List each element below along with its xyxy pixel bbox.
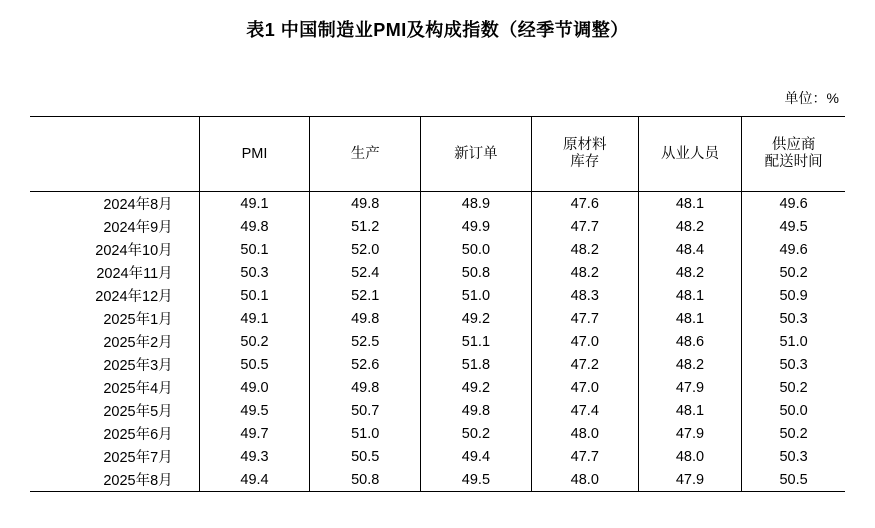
row-label: 2025年8月 [30,468,199,492]
cell-raw-material-inventory: 48.3 [531,284,638,307]
cell-new-orders: 49.8 [421,399,532,422]
table-row [30,261,845,284]
table-row [30,192,845,216]
cell-pmi: 49.1 [199,307,310,330]
cell-employment: 47.9 [638,468,741,492]
cell-new-orders: 51.8 [421,353,532,376]
cell-new-orders: 51.0 [421,284,532,307]
cell-production: 52.4 [310,261,421,284]
table-header-employment [638,117,741,192]
table-row [30,307,845,330]
cell-production: 51.0 [310,422,421,445]
table-header-pmi-line1: PMI [241,145,268,162]
cell-production: 52.0 [310,238,421,261]
cell-raw-material-inventory: 47.7 [531,307,638,330]
cell-employment: 48.0 [638,445,741,468]
cell-production: 51.2 [310,215,421,238]
table-header-new-orders-line1: 新订单 [454,145,498,162]
table-header-corner [30,117,199,192]
table-header-employment-line1: 从业人员 [660,145,719,162]
cell-pmi: 50.3 [199,261,310,284]
table-header-supplier-line1: 供应商 [771,137,816,154]
cell-employment: 48.2 [638,215,741,238]
pmi-table [30,116,845,492]
row-label: 2025年3月 [103,358,173,374]
table-header-row [30,117,845,192]
table-header [30,117,845,192]
cell-new-orders: 49.5 [421,468,532,492]
table-row [30,215,845,238]
cell-raw-material-inventory: 48.2 [531,261,638,284]
cell-supplier-delivery-time: 50.0 [742,399,845,422]
cell-production: 52.5 [310,330,421,353]
table-row [30,284,845,307]
table-row [30,399,845,422]
table-header-pmi [199,117,310,192]
table-row [30,468,845,492]
cell-new-orders: 51.1 [421,330,532,353]
cell-employment: 47.9 [638,376,741,399]
cell-pmi: 50.2 [199,330,310,353]
cell-supplier-delivery-time: 49.6 [742,192,845,216]
cell-production: 52.6 [310,353,421,376]
cell-raw-material-inventory: 47.7 [531,445,638,468]
table-header-production-line1: 生产 [350,145,380,162]
cell-production: 50.5 [310,445,421,468]
row-label: 2024年12月 [95,289,173,305]
table-row [30,422,845,445]
cell-pmi: 49.5 [199,399,310,422]
cell-production: 52.1 [310,284,421,307]
cell-raw-material-inventory: 48.0 [531,422,638,445]
cell-new-orders: 49.2 [421,376,532,399]
document-page [0,16,875,528]
cell-raw-material-inventory: 47.0 [531,376,638,399]
cell-supplier-delivery-time: 50.3 [742,307,845,330]
cell-production: 50.7 [310,399,421,422]
table-row [30,445,845,468]
cell-supplier-delivery-time: 49.6 [742,238,845,261]
row-label: 2025年4月 [103,381,173,397]
cell-pmi: 49.4 [199,468,310,492]
row-label: 2024年8月 [103,197,173,213]
cell-raw-material-inventory: 48.0 [531,468,638,492]
cell-employment: 48.6 [638,330,741,353]
cell-pmi: 50.5 [199,353,310,376]
table-row [30,238,845,261]
table-body [30,192,845,492]
cell-employment: 48.2 [638,261,741,284]
cell-supplier-delivery-time: 51.0 [742,330,845,353]
cell-employment: 48.1 [638,192,741,216]
table-header-new-orders [421,117,532,192]
page-title: 表1 中国制造业PMI及构成指数（经季节调整） [246,20,629,40]
cell-supplier-delivery-time: 50.2 [742,422,845,445]
row-label: 2024年10月 [95,243,173,259]
row-label: 2024年11月 [96,266,173,282]
cell-supplier-delivery-time: 49.5 [742,215,845,238]
cell-raw-material-inventory: 47.7 [531,215,638,238]
cell-production: 50.8 [310,468,421,492]
cell-production: 49.8 [310,376,421,399]
row-label: 2025年2月 [103,335,173,351]
cell-supplier-delivery-time: 50.3 [742,353,845,376]
cell-production: 49.8 [310,192,421,216]
table-header-raw-material-inventory [531,117,638,192]
table-header-raw-material-line2: 库存 [570,154,600,170]
cell-supplier-delivery-time: 50.2 [742,261,845,284]
cell-raw-material-inventory: 48.2 [531,238,638,261]
cell-supplier-delivery-time: 50.2 [742,376,845,399]
cell-employment: 48.1 [638,284,741,307]
cell-supplier-delivery-time: 50.5 [742,468,845,492]
cell-raw-material-inventory: 47.4 [531,399,638,422]
cell-pmi: 49.1 [199,192,310,216]
table-header-supplier-delivery-time [742,117,845,192]
pmi-table-container [30,116,845,492]
cell-employment: 48.1 [638,399,741,422]
cell-pmi: 49.3 [199,445,310,468]
cell-pmi: 49.0 [199,376,310,399]
cell-pmi: 50.1 [199,238,310,261]
cell-new-orders: 50.0 [421,238,532,261]
cell-new-orders: 50.2 [421,422,532,445]
cell-employment: 48.2 [638,353,741,376]
cell-raw-material-inventory: 47.2 [531,353,638,376]
table-header-supplier-line2: 配送时间 [764,154,823,170]
cell-supplier-delivery-time: 50.3 [742,445,845,468]
cell-pmi: 50.1 [199,284,310,307]
unit-note: 单位：% [784,90,839,106]
cell-employment: 48.4 [638,238,741,261]
cell-employment: 47.9 [638,422,741,445]
cell-new-orders: 50.8 [421,261,532,284]
cell-raw-material-inventory: 47.0 [531,330,638,353]
table-row [30,376,845,399]
cell-new-orders: 49.2 [421,307,532,330]
table-header-raw-material-line1: 原材料 [563,137,607,154]
table-row [30,330,845,353]
cell-production: 49.8 [310,307,421,330]
cell-new-orders: 49.9 [421,215,532,238]
row-label: 2025年5月 [103,404,173,420]
table-row [30,353,845,376]
row-label: 2024年9月 [103,220,173,236]
table-header-production [310,117,421,192]
cell-employment: 48.1 [638,307,741,330]
cell-new-orders: 48.9 [421,192,532,216]
row-label: 2025年6月 [103,427,173,443]
cell-new-orders: 49.4 [421,445,532,468]
cell-raw-material-inventory: 47.6 [531,192,638,216]
cell-supplier-delivery-time: 50.9 [742,284,845,307]
cell-pmi: 49.7 [199,422,310,445]
cell-pmi: 49.8 [199,215,310,238]
row-label: 2025年7月 [103,450,173,466]
row-label: 2025年1月 [103,312,173,328]
